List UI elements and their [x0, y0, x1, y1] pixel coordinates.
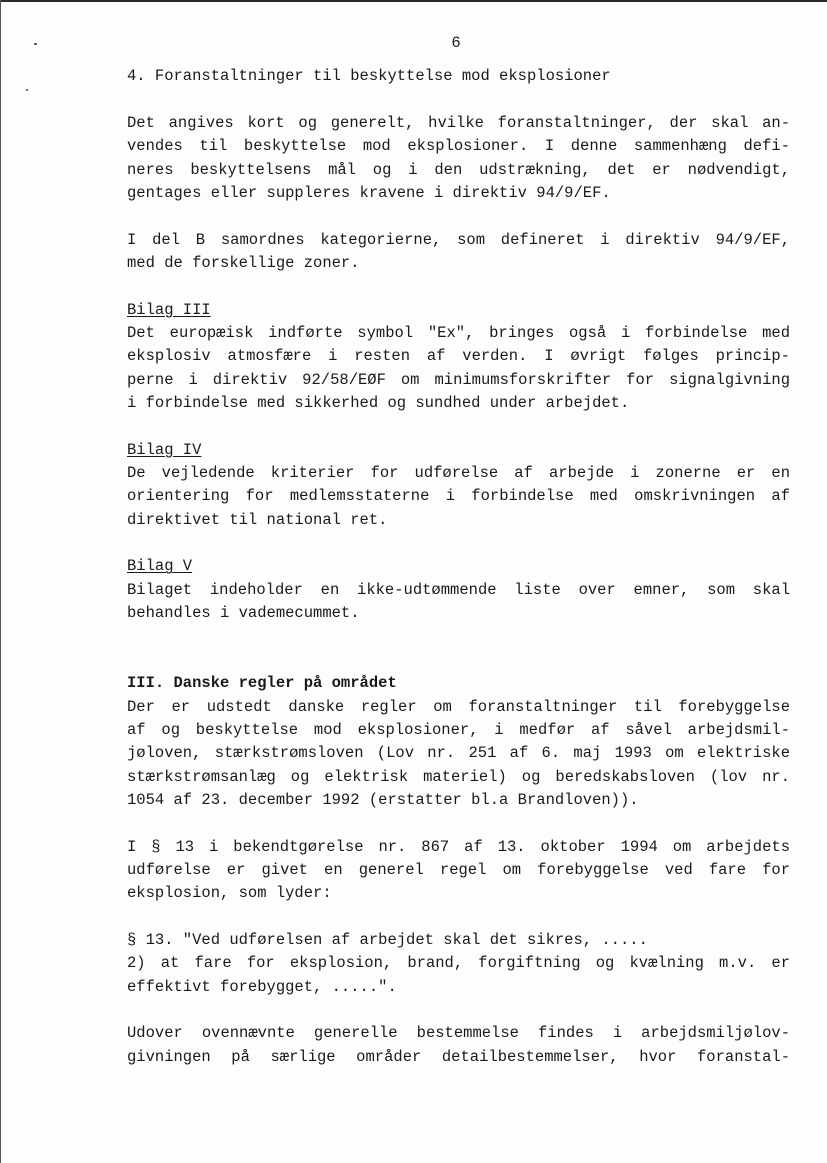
text-line: Udover ovennævnte generelle bestemmelse findes i arbejdsmiljølov- [127, 1024, 790, 1043]
paragraph [127, 462, 790, 532]
text-line: Der er udstedt danske regler om foranstaltninger til forebyggelse [127, 697, 790, 716]
paragraph [127, 1022, 790, 1069]
document-body [127, 66, 790, 1069]
text-line: 2) at fare for eksplosion, brand, forgiftning og kvælning m.v. er [127, 954, 790, 973]
paragraph [127, 696, 790, 812]
text-line: effektivt forebygget, .....". [127, 977, 397, 996]
text-line: § 13. "Ved udførelsen af arbejdet skal det sikres, ..... [127, 931, 648, 950]
paragraph [127, 836, 790, 906]
text-line: eksplosion, som lyder: [127, 884, 332, 903]
text-line: orientering for medlemsstaterne i forbindelse med omskrivningen af [127, 487, 790, 506]
text-line: neres beskyttelsens mål og i den udstrækning, det er nødvendigt, [127, 160, 790, 179]
annex-heading: Bilag IV [127, 440, 202, 459]
text-line: af og beskyttelse mod eksplosioner, i medfør af såvel arbejdsmil- [127, 720, 790, 739]
text-line: jøloven, stærkstrømsloven (Lov nr. 251 af 6. maj 1993 om elektriske [127, 744, 790, 763]
page-number: 6 [451, 34, 461, 52]
paragraph [127, 229, 790, 276]
text-line: vendes til beskyttelse mod eksplosioner. I denne sammenhæng defi- [127, 137, 790, 156]
text-line: i forbindelse med sikkerhed og sundhed under arbejdet. [127, 393, 630, 412]
text-line: Bilaget indeholder en ikke-udtømmende liste over emner, som skal [127, 580, 790, 599]
annex-heading: Bilag III [127, 300, 211, 319]
text-line: direktivet til national ret. [127, 510, 388, 529]
text-line: I § 13 i bekendtgørelse nr. 867 af 13. oktober 1994 om arbejdets [127, 837, 790, 856]
text-line: udførelse er givet en generel regel om forebyggelse ved fare for [127, 860, 790, 879]
text-line: De vejledende kriterier for udførelse af arbejde i zonerne er en [127, 464, 790, 483]
text-line: I del B samordnes kategorierne, som defineret i direktiv 94/9/EF, [127, 230, 790, 249]
text-line: Det angives kort og generelt, hvilke foranstaltninger, der skal an- [127, 114, 790, 132]
paragraph [127, 322, 790, 415]
text-line: 1054 af 23. december 1992 (erstatter bl.a Brandloven)). [127, 790, 639, 809]
scan-speck [26, 89, 28, 91]
text-line: perne i direktiv 92/58/EØF om minimumsforskrifter for signalgivning [127, 370, 790, 389]
legal-quote [127, 929, 790, 999]
text-line: givningen på særlige områder detailbestemmelser, hvor foranstal- [127, 1047, 790, 1066]
paragraph [127, 579, 790, 626]
paragraph [127, 112, 790, 205]
section-heading: 4. Foranstaltninger til beskyttelse mod eksplosioner [127, 67, 611, 85]
section-heading: III. Danske regler på området [127, 674, 397, 693]
text-line: gentages eller suppleres kravene i direktiv 94/9/EF. [127, 183, 611, 202]
text-line: behandles i vademecummet. [127, 604, 360, 623]
text-line: Det europæisk indførte symbol "Ex", bringes også i forbindelse med [127, 324, 790, 343]
text-line: med de forskellige zoner. [127, 253, 360, 272]
text-line: stærkstrømsanlæg og elektrisk materiel) og beredskabsloven (lov nr. [127, 767, 790, 786]
annex-heading: Bilag V [127, 557, 193, 576]
text-line: eksplosiv atmosfære i resten af verden. I øvrigt følges princip- [127, 347, 790, 366]
scan-top-edge [0, 0, 827, 2]
scan-left-edge [0, 0, 1, 1163]
